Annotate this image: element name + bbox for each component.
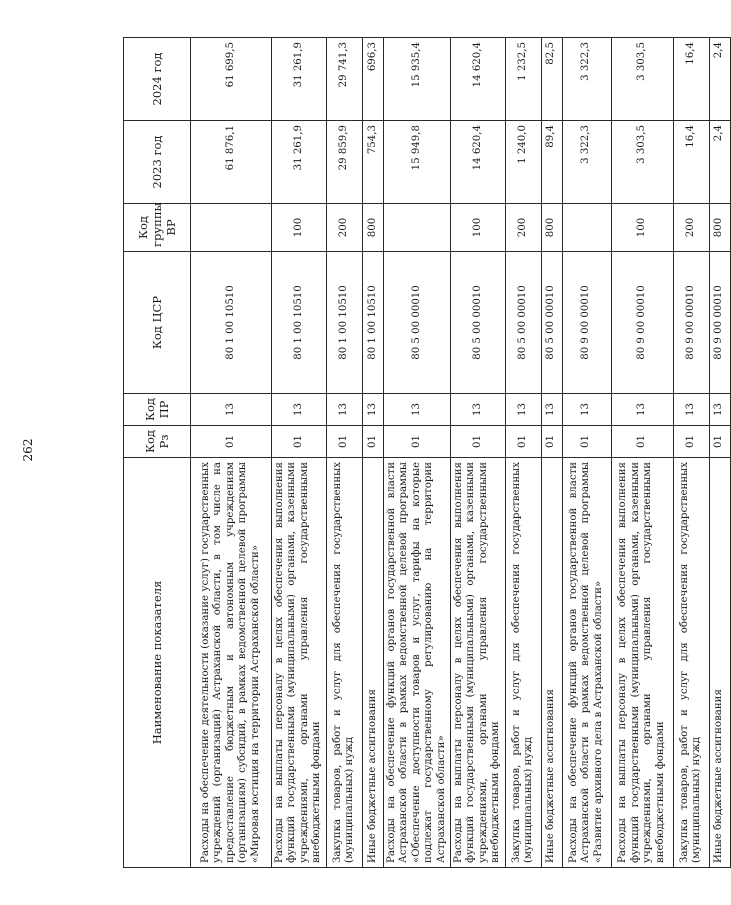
cell-rz: 01 — [673, 426, 709, 458]
cell-2023: 3 322,3 — [562, 121, 611, 204]
cell-vr: 200 — [673, 204, 709, 252]
rotated-table-wrapper — [123, 38, 725, 868]
cell-2024: 2,4 — [709, 38, 730, 121]
cell-vr: 800 — [362, 204, 383, 252]
cell-name: Расходы на выплаты персоналу в целях обеспечения выполнения функций государственными (муниципальными) органами, казенными учреждениями, органами управления государственными внебюджетными фондами — [611, 458, 673, 868]
cell-name: Закупка товаров, работ и услуг для обеспечения государственных (муниципальных) нужд — [673, 458, 709, 868]
cell-csr: 80 5 00 00010 — [383, 252, 450, 394]
cell-2023: 2,4 — [709, 121, 730, 204]
cell-csr: 80 1 00 10510 — [191, 252, 272, 394]
cell-rz: 01 — [450, 426, 505, 458]
cell-csr: 80 1 00 10510 — [272, 252, 327, 394]
cell-pr: 13 — [562, 394, 611, 426]
cell-vr — [383, 204, 450, 252]
cell-2024: 3 322,3 — [562, 38, 611, 121]
cell-name: Иные бюджетные ассигнования — [541, 458, 562, 868]
header-csr: Код ЦСР — [124, 252, 191, 394]
cell-vr: 100 — [272, 204, 327, 252]
cell-rz: 01 — [541, 426, 562, 458]
cell-2024: 14 620,4 — [450, 38, 505, 121]
cell-2024: 15 935,4 — [383, 38, 450, 121]
table-row — [562, 38, 611, 868]
cell-pr: 13 — [709, 394, 730, 426]
cell-pr: 13 — [383, 394, 450, 426]
table-row — [611, 38, 673, 868]
cell-vr: 200 — [326, 204, 362, 252]
cell-pr: 13 — [326, 394, 362, 426]
cell-vr — [562, 204, 611, 252]
table-row — [383, 38, 450, 868]
table-row — [191, 38, 272, 868]
cell-2023: 15 949,8 — [383, 121, 450, 204]
cell-2024: 696,3 — [362, 38, 383, 121]
cell-rz: 01 — [611, 426, 673, 458]
cell-pr: 13 — [611, 394, 673, 426]
table-row — [362, 38, 383, 868]
cell-rz: 01 — [362, 426, 383, 458]
cell-2023: 14 620,4 — [450, 121, 505, 204]
cell-rz: 01 — [272, 426, 327, 458]
cell-rz: 01 — [383, 426, 450, 458]
budget-table — [123, 37, 731, 868]
cell-2023: 3 303,5 — [611, 121, 673, 204]
cell-vr: 100 — [611, 204, 673, 252]
header-name: Наименование показателя — [124, 458, 191, 868]
cell-2024: 3 303,5 — [611, 38, 673, 121]
cell-pr: 13 — [505, 394, 541, 426]
table-row — [541, 38, 562, 868]
cell-2023: 16,4 — [673, 121, 709, 204]
cell-vr: 100 — [450, 204, 505, 252]
cell-name: Иные бюджетные ассигнования — [709, 458, 730, 868]
cell-pr: 13 — [541, 394, 562, 426]
cell-2023: 1 240,0 — [505, 121, 541, 204]
cell-pr: 13 — [450, 394, 505, 426]
cell-name: Иные бюджетные ассигнования — [362, 458, 383, 868]
cell-name: Расходы на выплаты персоналу в целях обеспечения выполнения функций государственными (муниципальными) органами, казенными учреждениями, органами управления государственными внебюджетными фондами — [450, 458, 505, 868]
table-row — [326, 38, 362, 868]
cell-vr: 800 — [709, 204, 730, 252]
table-row — [709, 38, 730, 868]
cell-2023: 61 876,1 — [191, 121, 272, 204]
cell-vr: 800 — [541, 204, 562, 252]
header-2024: 2024 год — [124, 38, 191, 121]
cell-2023: 754,3 — [362, 121, 383, 204]
header-pr: Код ПР — [124, 394, 191, 426]
cell-2023: 89,4 — [541, 121, 562, 204]
cell-csr: 80 9 00 00010 — [611, 252, 673, 394]
header-rz: Код Рз — [124, 426, 191, 458]
table-header-row — [124, 38, 191, 868]
cell-name: Расходы на обеспечение функций органов государственной власти Астраханской области в рамках ведомственной целевой программы «Обеспечение доступности товаров и услуг, тарифы на которые подлежат государственному регулированию на территории Астраханской области» — [383, 458, 450, 868]
cell-2023: 29 859,9 — [326, 121, 362, 204]
table-row — [673, 38, 709, 868]
cell-name: Закупка товаров, работ и услуг для обеспечения государственных (муниципальных) нужд — [326, 458, 362, 868]
cell-vr — [191, 204, 272, 252]
cell-name: Закупка товаров, работ и услуг для обеспечения государственных (муниципальных) нужд — [505, 458, 541, 868]
cell-csr: 80 9 00 00010 — [673, 252, 709, 394]
cell-name: Расходы на обеспечение деятельности (оказание услуг) государственных учреждений (организаций) Астраханской области, в том числе на предоставление бюджетным и автономным учреждениям (организациям) субсидий, в рамках ведомственной целевой программы «Мировая юстиция на территории Астраханской области» — [191, 458, 272, 868]
cell-2024: 1 232,5 — [505, 38, 541, 121]
cell-rz: 01 — [562, 426, 611, 458]
cell-csr: 80 1 00 10510 — [326, 252, 362, 394]
cell-pr: 13 — [272, 394, 327, 426]
cell-name: Расходы на обеспечение функций органов государственной власти Астраханской области в рамках ведомственной целевой программы «Развитие архивного дела в Астраханской области» — [562, 458, 611, 868]
table-row — [505, 38, 541, 868]
header-2023: 2023 год — [124, 121, 191, 204]
page-number: 262 — [21, 438, 35, 462]
cell-rz: 01 — [505, 426, 541, 458]
cell-pr: 13 — [191, 394, 272, 426]
header-vr: Код группы ВР — [124, 204, 191, 252]
cell-rz: 01 — [191, 426, 272, 458]
cell-name: Расходы на выплаты персоналу в целях обеспечения выполнения функций государственными (муниципальными) органами, казенными учреждениями, органами управления государственными внебюджетными фондами — [272, 458, 327, 868]
cell-csr: 80 5 00 00010 — [541, 252, 562, 394]
table-row — [272, 38, 327, 868]
cell-pr: 13 — [362, 394, 383, 426]
cell-csr: 80 9 00 00010 — [709, 252, 730, 394]
cell-2024: 61 699,5 — [191, 38, 272, 121]
cell-2023: 31 261,9 — [272, 121, 327, 204]
cell-2024: 82,5 — [541, 38, 562, 121]
cell-rz: 01 — [326, 426, 362, 458]
cell-rz: 01 — [709, 426, 730, 458]
cell-csr: 80 5 00 00010 — [505, 252, 541, 394]
cell-csr: 80 1 00 10510 — [362, 252, 383, 394]
cell-pr: 13 — [673, 394, 709, 426]
cell-2024: 29 741,3 — [326, 38, 362, 121]
cell-2024: 31 261,9 — [272, 38, 327, 121]
cell-2024: 16,4 — [673, 38, 709, 121]
table-row — [450, 38, 505, 868]
cell-csr: 80 9 00 00010 — [562, 252, 611, 394]
cell-vr: 200 — [505, 204, 541, 252]
cell-csr: 80 5 00 00010 — [450, 252, 505, 394]
